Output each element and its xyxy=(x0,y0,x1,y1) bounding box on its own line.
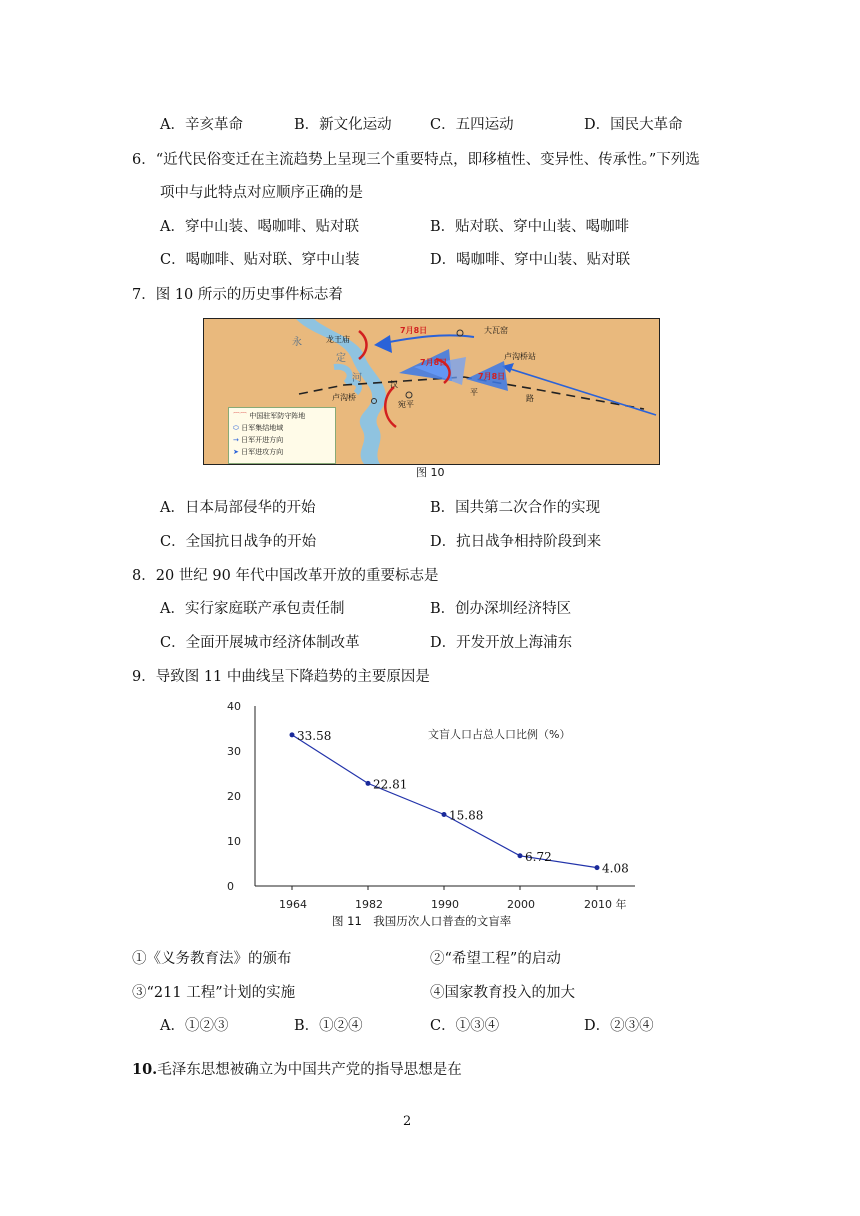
map-label-town1: 龙王庙 xyxy=(326,335,350,344)
q5-option-c: C．五四运动 xyxy=(430,117,514,133)
q6-option-c: C．喝咖啡、贴对联、穿中山装 xyxy=(160,252,360,268)
q5-option-a: A．辛亥革命 xyxy=(160,117,243,133)
map-date-2: 7月8日 xyxy=(420,358,448,367)
data-point xyxy=(595,865,600,870)
data-label: 22.81 xyxy=(373,777,408,792)
y-tick-label: 30 xyxy=(227,745,241,758)
x-tick-label: 2000 xyxy=(507,898,535,911)
q7-option-b: B．国共第二次合作的实现 xyxy=(430,500,601,516)
map-label-town2: 大瓦窑 xyxy=(484,326,508,335)
q7-option-c: C．全国抗日战争的开始 xyxy=(160,534,317,550)
data-point xyxy=(442,812,447,817)
q9-option-d: D．②③④ xyxy=(584,1018,654,1034)
y-tick-label: 0 xyxy=(227,880,234,893)
chart-title: 文盲人口占总人口比例（%） xyxy=(428,728,571,741)
q9-option-b: B．①②④ xyxy=(294,1018,363,1034)
data-point xyxy=(366,781,371,786)
map-label-rail1: 平 xyxy=(470,388,478,397)
q9-statement-4: ④国家教育投入的加大 xyxy=(430,985,575,1001)
q9-option-a: A．①②③ xyxy=(160,1018,229,1034)
map-label-rail3: 汉 xyxy=(390,380,398,389)
map-legend: ⌒⌒ 中国驻军防守阵地 ⬭ 日军集结地域 → 日军开进方向 ➤ 日军进攻方向 xyxy=(228,407,336,464)
map-label-river3: 河 xyxy=(352,373,362,384)
q7-option-a: A．日本局部侵华的开始 xyxy=(160,500,316,516)
q5-option-d: D．国民大革命 xyxy=(584,117,683,133)
legend-item-attack: 日军进攻方向 xyxy=(241,448,284,456)
data-point xyxy=(518,853,523,858)
q9-statement-1: ①《义务教育法》的颁布 xyxy=(132,951,292,967)
q6-stem-line1: 6．“近代民俗变迁在主流趋势上呈现三个重要特点，即移植性、变异性、传承性。”下列选 xyxy=(132,152,700,168)
map-date-1: 7月8日 xyxy=(400,326,428,335)
figure-11-caption: 图 11 我国历次人口普查的文盲率 xyxy=(332,914,512,928)
map-label-river1: 永 xyxy=(292,337,302,348)
series-line xyxy=(292,735,597,868)
y-tick-label: 10 xyxy=(227,835,241,848)
map-label-rail2: 路 xyxy=(526,394,534,403)
page-number: 2 xyxy=(403,1114,412,1129)
map-label-river2: 定 xyxy=(336,353,346,364)
data-point xyxy=(290,732,295,737)
q9-statement-3: ③“211 工程”计划的实施 xyxy=(132,985,296,1001)
q8-option-a: A．实行家庭联产承包责任制 xyxy=(160,601,345,617)
q5-option-b: B．新文化运动 xyxy=(294,117,392,133)
x-tick-label: 1982 xyxy=(355,898,383,911)
q8-option-b: B．创办深圳经济特区 xyxy=(430,601,572,617)
q8-stem: 8．20 世纪 90 年代中国改革开放的重要标志是 xyxy=(132,568,439,584)
x-tick-label: 2010 年 xyxy=(584,898,627,911)
legend-item-assembly: 日军集结地域 xyxy=(241,424,284,432)
q8-option-c: C．全面开展城市经济体制改革 xyxy=(160,635,360,651)
map-date-3: 7月8日 xyxy=(478,372,506,381)
q9-option-c: C．①③④ xyxy=(430,1018,500,1034)
map-label-town3: 卢沟桥站 xyxy=(504,352,536,361)
data-label: 33.58 xyxy=(297,728,332,743)
figure-10-caption: 图 10 xyxy=(416,466,445,479)
defense-line-2 xyxy=(385,387,396,427)
lugou-bridge-map xyxy=(203,318,660,465)
y-tick-label: 40 xyxy=(227,700,241,713)
data-label: 4.08 xyxy=(602,861,629,876)
q6-option-b: B．贴对联、穿中山装、喝咖啡 xyxy=(430,219,630,235)
illiteracy-chart xyxy=(215,698,655,938)
q9-statement-2: ②“希望工程”的启动 xyxy=(430,951,561,967)
q7-stem: 7．图 10 所示的历史事件标志着 xyxy=(132,287,343,303)
q10-number: 10. xyxy=(132,1061,158,1078)
q6-stem-line2: 项中与此特点对应顺序正确的是 xyxy=(160,185,363,201)
data-label: 6.72 xyxy=(525,849,552,864)
y-tick-label: 20 xyxy=(227,790,241,803)
q8-option-d: D．开发开放上海浦东 xyxy=(430,635,573,651)
map-label-town5: 宛平 xyxy=(398,400,414,409)
q10-stem xyxy=(132,1058,462,1079)
x-tick-label: 1990 xyxy=(431,898,459,911)
q7-option-d: D．抗日战争相持阶段到来 xyxy=(430,534,602,550)
attack-arrow-east xyxy=(504,367,656,415)
data-label: 15.88 xyxy=(449,808,484,823)
q6-option-a: A．穿中山装、喝咖啡、贴对联 xyxy=(160,219,359,235)
legend-item-advance: 日军开进方向 xyxy=(241,436,284,444)
q6-option-d: D．喝咖啡、穿中山装、贴对联 xyxy=(430,252,631,268)
q9-stem: 9．导致图 11 中曲线呈下降趋势的主要原因是 xyxy=(132,669,430,685)
x-tick-label: 1964 xyxy=(279,898,307,911)
q10-text: 毛泽东思想被确立为中国共产党的指导思想是在 xyxy=(157,1062,462,1078)
chart-svg xyxy=(215,698,655,938)
legend-item-defense: 中国驻军防守阵地 xyxy=(249,412,306,420)
map-label-town4: 卢沟桥 xyxy=(332,393,356,402)
attack-arrow-north xyxy=(379,335,474,344)
